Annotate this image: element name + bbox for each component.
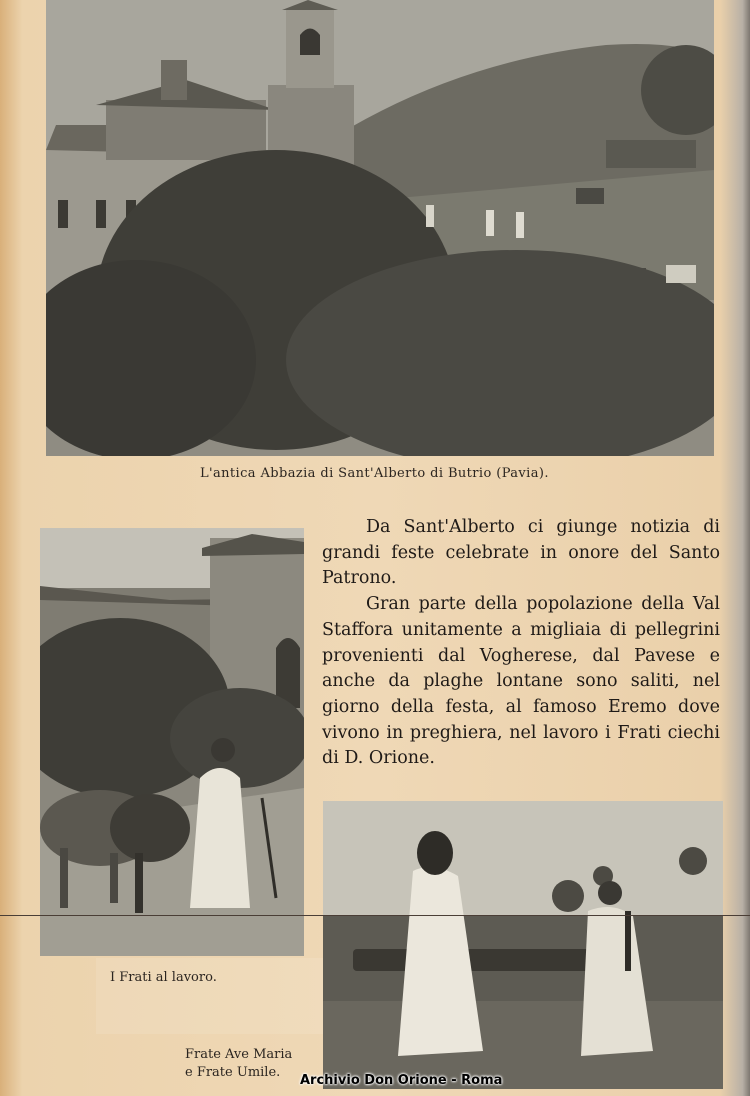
- friars-working-photo: [40, 528, 304, 956]
- two-friars-photo: [323, 801, 723, 1089]
- friars-working-caption: I Frati al lavoro.: [110, 970, 217, 985]
- friars-caption-line2: e Frate Umile.: [185, 1065, 281, 1080]
- article-paragraph-1: Da Sant'Alberto ci giunge notizia di grandi feste celebrate in onore del Santo Patrono.: [322, 517, 720, 589]
- article-text: [322, 515, 720, 772]
- friars-caption-line1: Frate Ave Maria: [185, 1047, 293, 1062]
- archive-watermark: Archivio Don Orione - Roma: [300, 1073, 503, 1088]
- abbey-caption: L'antica Abbazia di Sant'Alberto di Butrio (Pavia).: [200, 466, 549, 481]
- article-paragraph-2: Gran parte della popolazione della Val Staffora unitamente a migliaia di pellegrini provenienti dal Vogherese, dal Pavese e anche da plaghe lontane sono saliti, nel giorno della festa, al famoso Eremo dove vivono in preghiera, nel lavoro i Frati ciechi di D. Orione.: [322, 594, 720, 769]
- scan-line: [0, 915, 750, 916]
- abbey-photo: [46, 0, 714, 456]
